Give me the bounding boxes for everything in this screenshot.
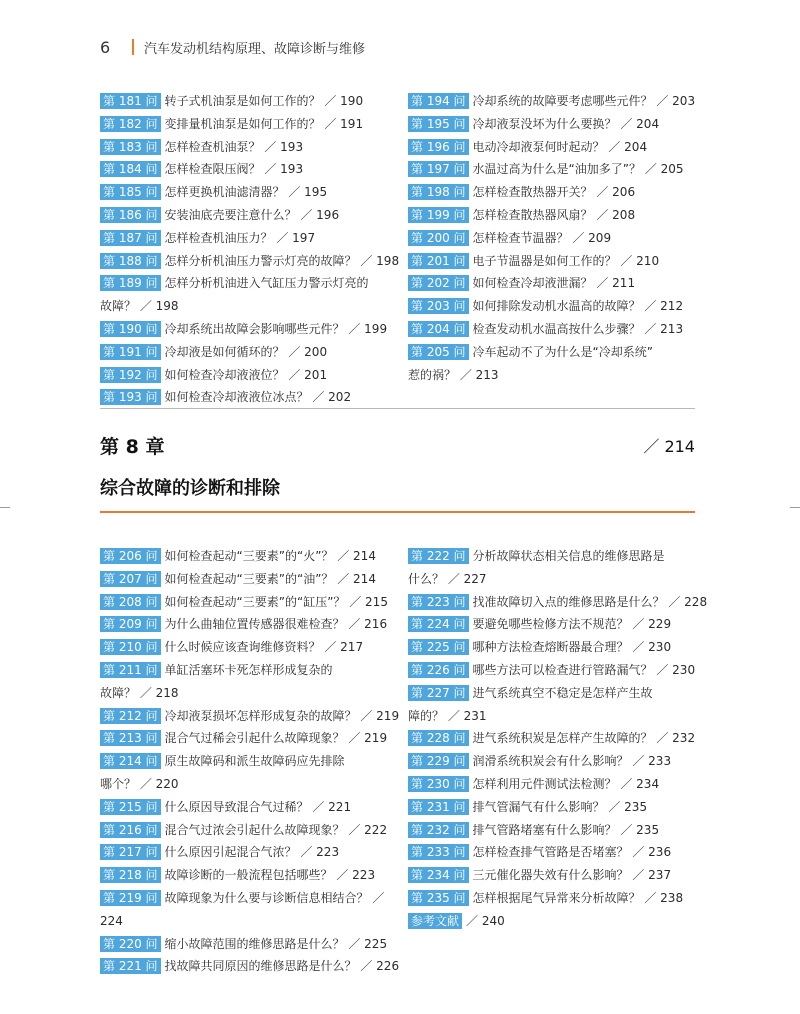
toc-entry[interactable] xyxy=(100,705,400,728)
question-number-tag: 第 193 问 xyxy=(100,389,161,405)
toc-column-top-left xyxy=(100,90,400,409)
toc-entry[interactable] xyxy=(408,136,708,159)
toc-entry-text: 什么原因导致混合气过稀？ ／ 221 xyxy=(164,799,352,814)
toc-entry-text: 如何检查冷却液液位冰点？ ／ 202 xyxy=(164,390,352,405)
toc-entry[interactable] xyxy=(408,887,708,910)
question-number-tag: 第 181 问 xyxy=(100,93,161,109)
question-number-tag: 第 206 问 xyxy=(100,548,161,564)
question-number-tag: 第 231 问 xyxy=(408,799,469,815)
question-number-tag: 第 229 问 xyxy=(408,753,469,769)
toc-entry-text: 转子式机油泵是如何工作的？ ／ 190 xyxy=(164,94,364,108)
question-number-tag: 第 196 问 xyxy=(408,139,469,155)
question-number-tag: 第 204 问 xyxy=(408,321,469,337)
toc-entry-text: 哪个？ ／ 220 xyxy=(100,776,179,791)
toc-entry[interactable] xyxy=(100,773,400,796)
question-number-tag: 第 230 问 xyxy=(408,776,469,792)
toc-entry-text: ／ 240 xyxy=(466,913,505,928)
toc-entry-text: 排气管路堵塞有什么影响？ ／ 235 xyxy=(472,822,660,837)
toc-entry[interactable] xyxy=(408,864,708,887)
toc-entry[interactable] xyxy=(408,659,708,682)
book-title: 汽车发动机结构原理、故障诊断与维修 xyxy=(144,41,366,57)
toc-entry-text: 找故障共同原因的维修思路是什么？ ／ 226 xyxy=(164,959,400,974)
toc-entry[interactable] xyxy=(100,750,400,773)
toc-entry-text: 哪些方法可以检查进行管路漏气？ ／ 230 xyxy=(472,662,696,677)
toc-entry[interactable] xyxy=(408,796,708,819)
toc-entry[interactable] xyxy=(100,341,400,364)
question-number-tag: 第 219 问 xyxy=(100,890,161,906)
question-number-tag: 第 191 问 xyxy=(100,344,161,360)
toc-entry-text: 故障现象为什么要与诊断信息相结合？ ／ 224 xyxy=(100,890,385,928)
header-accent-bar xyxy=(132,39,134,55)
toc-entry-text: 如何检查起动“三要素”的“火”？ ／ 214 xyxy=(164,549,376,563)
question-number-tag: 第 210 问 xyxy=(100,639,161,655)
question-number-tag: 第 227 问 xyxy=(408,685,469,701)
question-number-tag: 第 205 问 xyxy=(408,344,469,360)
chapter-rule xyxy=(100,511,695,513)
toc-entry-text: 为什么曲轴位置传感器很难检查？ ／ 216 xyxy=(164,617,388,632)
toc-entry-text: 水温过高为什么是“油加多了”？ ／ 205 xyxy=(472,162,684,177)
toc-entry-text: 什么时候应该查询维修资料？ ／ 217 xyxy=(164,640,364,655)
toc-entry[interactable] xyxy=(408,341,708,364)
toc-entry[interactable] xyxy=(408,227,708,250)
toc-entry[interactable] xyxy=(408,773,708,796)
question-number-tag: 第 232 问 xyxy=(408,822,469,838)
toc-entry[interactable] xyxy=(100,796,400,819)
toc-entry-text: 冷却系统的故障要考虑哪些元件？ ／ 203 xyxy=(472,94,696,108)
toc-entry[interactable] xyxy=(100,272,400,295)
question-number-tag: 第 212 问 xyxy=(100,708,161,724)
question-number-tag: 第 209 问 xyxy=(100,616,161,632)
toc-entry[interactable] xyxy=(408,364,708,387)
toc-entry[interactable] xyxy=(408,545,708,568)
toc-entry-text: 原生故障码和派生故障码应先排除 xyxy=(164,754,345,769)
toc-entry-text: 惹的祸？ ／ 213 xyxy=(408,367,499,382)
question-number-tag: 第 218 问 xyxy=(100,867,161,883)
toc-entry[interactable] xyxy=(408,90,708,113)
toc-entry-text: 三元催化器失效有什么影响？ ／ 237 xyxy=(472,868,672,883)
question-number-tag: 第 226 问 xyxy=(408,662,469,678)
toc-entry[interactable] xyxy=(100,386,400,409)
toc-entry[interactable] xyxy=(408,819,708,842)
question-number-tag: 第 220 问 xyxy=(100,936,161,952)
toc-entry[interactable] xyxy=(100,545,400,568)
toc-entry-text: 怎样利用元件测试法检测？ ／ 234 xyxy=(472,776,660,791)
page-header xyxy=(100,36,365,58)
question-number-tag: 第 222 问 xyxy=(408,548,469,564)
question-number-tag: 第 200 问 xyxy=(408,230,469,246)
question-number-tag: 第 199 问 xyxy=(408,207,469,223)
toc-entry[interactable] xyxy=(100,864,400,887)
question-number-tag: 第 233 问 xyxy=(408,844,469,860)
crop-mark-right xyxy=(790,507,800,508)
question-number-tag: 第 195 问 xyxy=(408,116,469,132)
question-number-tag: 第 224 问 xyxy=(408,616,469,632)
toc-entry-text: 哪种方法检查熔断器最合理？ ／ 230 xyxy=(472,640,672,655)
toc-entry-text: 如何排除发动机水温高的故障？ ／ 212 xyxy=(472,299,684,314)
toc-entry-text: 怎样检查机油泵？ ／ 193 xyxy=(164,139,304,154)
toc-entry[interactable] xyxy=(408,295,708,318)
toc-entry-text: 故障诊断的一般流程包括哪些？ ／ 223 xyxy=(164,868,376,883)
toc-entry[interactable] xyxy=(408,181,708,204)
toc-entry[interactable] xyxy=(100,659,400,682)
toc-entry-text: 润滑系统积炭会有什么影响？ ／ 233 xyxy=(472,754,672,769)
toc-entry[interactable] xyxy=(100,591,400,614)
question-number-tag: 第 188 问 xyxy=(100,253,161,269)
toc-entry-text: 要避免哪些检修方法不规范？ ／ 229 xyxy=(472,617,672,632)
question-number-tag: 第 198 问 xyxy=(408,184,469,200)
toc-entry[interactable] xyxy=(408,636,708,659)
toc-entry-text: 如何检查冷却液泄漏？ ／ 211 xyxy=(472,276,636,291)
question-number-tag: 第 192 问 xyxy=(100,367,161,383)
question-number-tag: 第 221 问 xyxy=(100,958,161,974)
question-number-tag: 第 185 问 xyxy=(100,184,161,200)
question-number-tag: 第 187 问 xyxy=(100,230,161,246)
toc-entry[interactable] xyxy=(408,727,708,750)
toc-entry[interactable] xyxy=(408,318,708,341)
toc-entry-text: 单缸活塞环卡死怎样形成复杂的 xyxy=(164,662,333,677)
toc-entry-text: 怎样检查散热器风扇？ ／ 208 xyxy=(472,207,636,222)
toc-column-top-right xyxy=(408,90,708,386)
section-divider xyxy=(100,408,695,409)
toc-entry[interactable] xyxy=(408,841,708,864)
toc-entry-text: 如何检查冷却液液位？ ／ 201 xyxy=(164,367,328,382)
toc-entry-text: 怎样更换机油滤清器？ ／ 195 xyxy=(164,185,328,200)
toc-entry[interactable] xyxy=(100,295,400,318)
toc-entry[interactable] xyxy=(408,113,708,136)
question-number-tag: 第 223 问 xyxy=(408,594,469,610)
toc-entry[interactable] xyxy=(100,933,400,956)
toc-entry-text: 什么原因引起混合气浓？ ／ 223 xyxy=(164,845,340,860)
toc-entry[interactable] xyxy=(100,158,400,181)
toc-entry[interactable] xyxy=(100,204,400,227)
toc-entry-text: 怎样分析机油进入气缸压力警示灯亮的 xyxy=(164,276,369,291)
question-number-tag: 第 228 问 xyxy=(408,730,469,746)
question-number-tag: 第 211 问 xyxy=(100,662,161,678)
question-number-tag: 第 203 问 xyxy=(408,298,469,314)
toc-entry-text: 障的？ ／ 231 xyxy=(408,708,487,723)
toc-entry[interactable] xyxy=(100,727,400,750)
toc-entry[interactable] xyxy=(100,113,400,136)
toc-entry[interactable] xyxy=(100,613,400,636)
toc-entry-text: 检查发动机水温高按什么步骤？ ／ 213 xyxy=(472,321,684,336)
toc-entry[interactable] xyxy=(100,364,400,387)
question-number-tag: 第 184 问 xyxy=(100,161,161,177)
question-number-tag: 第 202 问 xyxy=(408,275,469,291)
toc-entry-text: 怎样根据尾气异常来分析故障？ ／ 238 xyxy=(472,890,684,905)
toc-entry-text: 如何检查起动“三要素”的“缸压”？ ／ 215 xyxy=(164,594,388,609)
toc-entry[interactable] xyxy=(408,591,708,614)
toc-entry-text: 什么？ ／ 227 xyxy=(408,571,487,586)
toc-entry-text: 排气管漏气有什么影响？ ／ 235 xyxy=(472,799,648,814)
toc-entry[interactable] xyxy=(408,250,708,273)
chapter-number: 第 8 章 xyxy=(100,436,165,458)
question-number-tag: 参考文献 xyxy=(408,913,462,929)
crop-mark-left xyxy=(0,507,10,508)
toc-entry[interactable] xyxy=(100,181,400,204)
question-number-tag: 第 235 问 xyxy=(408,890,469,906)
toc-entry[interactable] xyxy=(100,136,400,159)
toc-entry-text: 进气系统积炭是怎样产生故障的？ ／ 232 xyxy=(472,731,696,746)
toc-entry-text: 冷却液是如何循环的？ ／ 200 xyxy=(164,344,328,359)
question-number-tag: 第 190 问 xyxy=(100,321,161,337)
toc-entry-text: 怎样检查节温器？ ／ 209 xyxy=(472,230,612,245)
page-number: 6 xyxy=(100,37,111,57)
toc-entry[interactable] xyxy=(100,682,400,705)
toc-entry-text: 安装油底壳要注意什么？ ／ 196 xyxy=(164,207,340,222)
question-number-tag: 第 213 问 xyxy=(100,730,161,746)
chapter-page: ／ 214 xyxy=(643,437,695,456)
toc-entry-text: 冷却液泵没坏为什么要换？ ／ 204 xyxy=(472,116,660,131)
toc-entry[interactable] xyxy=(100,955,400,978)
question-number-tag: 第 186 问 xyxy=(100,207,161,223)
toc-entry-text: 冷却液泵损坏怎样形成复杂的故障？ ／ 219 xyxy=(164,708,400,723)
toc-entry-text: 电子节温器是如何工作的？ ／ 210 xyxy=(472,253,660,268)
toc-entry-text: 怎样检查散热器开关？ ／ 206 xyxy=(472,185,636,200)
toc-column-bottom-left xyxy=(100,545,400,978)
question-number-tag: 第 215 问 xyxy=(100,799,161,815)
question-number-tag: 第 225 问 xyxy=(408,639,469,655)
toc-entry[interactable] xyxy=(100,568,400,591)
question-number-tag: 第 207 问 xyxy=(100,571,161,587)
toc-entry[interactable] xyxy=(100,250,400,273)
question-number-tag: 第 194 问 xyxy=(408,93,469,109)
toc-entry-text: 故障？ ／ 198 xyxy=(100,299,179,314)
toc-entry[interactable] xyxy=(408,682,708,705)
toc-entry[interactable] xyxy=(408,750,708,773)
toc-entry-text: 变排量机油泵是如何工作的？ ／ 191 xyxy=(164,116,364,131)
toc-entry-text: 故障？ ／ 218 xyxy=(100,685,179,700)
toc-entry[interactable] xyxy=(408,705,708,728)
toc-entry-text: 分析故障状态相关信息的维修思路是 xyxy=(472,549,665,563)
toc-entry[interactable] xyxy=(408,272,708,295)
toc-entry-text: 混合气过浓会引起什么故障现象？ ／ 222 xyxy=(164,822,388,837)
toc-entry-text: 进气系统真空不稳定是怎样产生故 xyxy=(472,685,653,700)
toc-entry[interactable] xyxy=(100,841,400,864)
toc-entry-text: 冷却系统出故障会影响哪些元件？ ／ 199 xyxy=(164,321,388,336)
question-number-tag: 第 216 问 xyxy=(100,822,161,838)
toc-entry-text: 冷车起动不了为什么是“冷却系统” xyxy=(472,344,653,359)
question-number-tag: 第 201 问 xyxy=(408,253,469,269)
toc-entry[interactable] xyxy=(408,910,708,933)
question-number-tag: 第 182 问 xyxy=(100,116,161,132)
toc-entry[interactable] xyxy=(100,318,400,341)
toc-entry[interactable] xyxy=(100,887,400,933)
question-number-tag: 第 214 问 xyxy=(100,753,161,769)
question-number-tag: 第 189 问 xyxy=(100,275,161,291)
question-number-tag: 第 197 问 xyxy=(408,161,469,177)
toc-entry[interactable] xyxy=(100,819,400,842)
toc-entry-text: 怎样检查机油压力？ ／ 197 xyxy=(164,230,316,245)
toc-entry-text: 找准故障切入点的维修思路是什么？ ／ 228 xyxy=(472,594,708,609)
toc-entry[interactable] xyxy=(100,90,400,113)
toc-entry[interactable] xyxy=(100,227,400,250)
toc-column-bottom-right xyxy=(408,545,708,933)
toc-entry-text: 怎样检查限压阀？ ／ 193 xyxy=(164,162,304,177)
toc-entry[interactable] xyxy=(408,613,708,636)
toc-entry-text: 混合气过稀会引起什么故障现象？ ／ 219 xyxy=(164,731,388,746)
toc-entry[interactable] xyxy=(408,204,708,227)
toc-entry[interactable] xyxy=(100,636,400,659)
toc-entry-text: 怎样分析机油压力警示灯亮的故障？ ／ 198 xyxy=(164,253,400,268)
toc-entry-text: 缩小故障范围的维修思路是什么？ ／ 225 xyxy=(164,936,388,951)
toc-entry-text: 怎样检查排气管路是否堵塞？ ／ 236 xyxy=(472,845,672,860)
toc-entry[interactable] xyxy=(408,158,708,181)
toc-entry[interactable] xyxy=(408,568,708,591)
question-number-tag: 第 217 问 xyxy=(100,844,161,860)
question-number-tag: 第 234 问 xyxy=(408,867,469,883)
question-number-tag: 第 208 问 xyxy=(100,594,161,610)
chapter-title: 综合故障的诊断和排除 xyxy=(100,478,280,499)
toc-entry-text: 如何检查起动“三要素”的“油”？ ／ 214 xyxy=(164,571,376,586)
toc-entry-text: 电动冷却液泵何时起动？ ／ 204 xyxy=(472,139,648,154)
chapter-heading xyxy=(100,432,695,460)
question-number-tag: 第 183 问 xyxy=(100,139,161,155)
